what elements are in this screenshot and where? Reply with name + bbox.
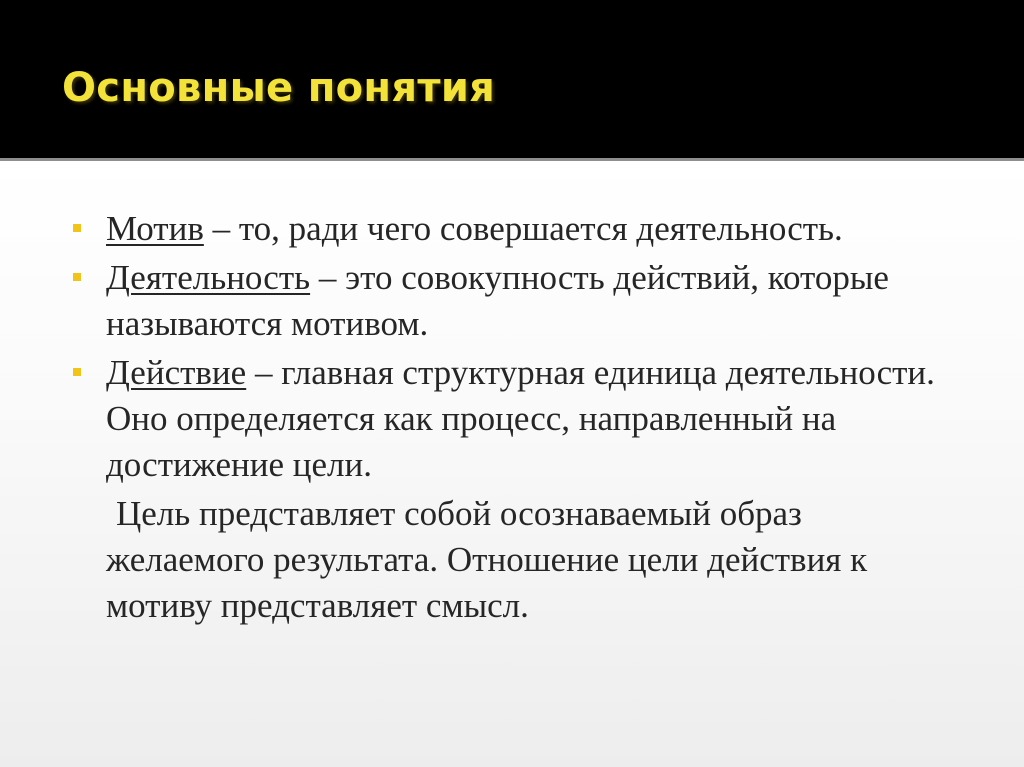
bullet-action <box>0 350 1024 488</box>
bullet-square-icon <box>73 224 81 232</box>
bullet-square-icon <box>73 273 81 281</box>
slide-header <box>0 0 1024 158</box>
slide-body <box>0 161 1024 767</box>
definition-action: – главная структурная единица деятельности. Оно определяется как процесс, направленный на достижение цели. <box>106 353 935 484</box>
definition-activity: – это совокупность действий, которые называются мотивом. <box>106 258 889 343</box>
slide-title: Основные понятия <box>62 65 496 111</box>
term-action: Действие <box>106 353 247 392</box>
bullet-square-icon <box>73 368 81 376</box>
term-activity: Деятельность <box>106 258 311 297</box>
bullet-activity <box>0 255 1024 347</box>
definition-motive: – то, ради чего совершается деятельность. <box>203 209 843 248</box>
bullet-motive <box>0 206 1024 252</box>
term-motive: Мотив <box>106 209 204 248</box>
goal-paragraph: Цель представляет собой осознаваемый образ желаемого результата. Отношение цели действия к мотиву представляет смысл. <box>106 494 868 625</box>
bullet-list <box>0 206 1024 629</box>
